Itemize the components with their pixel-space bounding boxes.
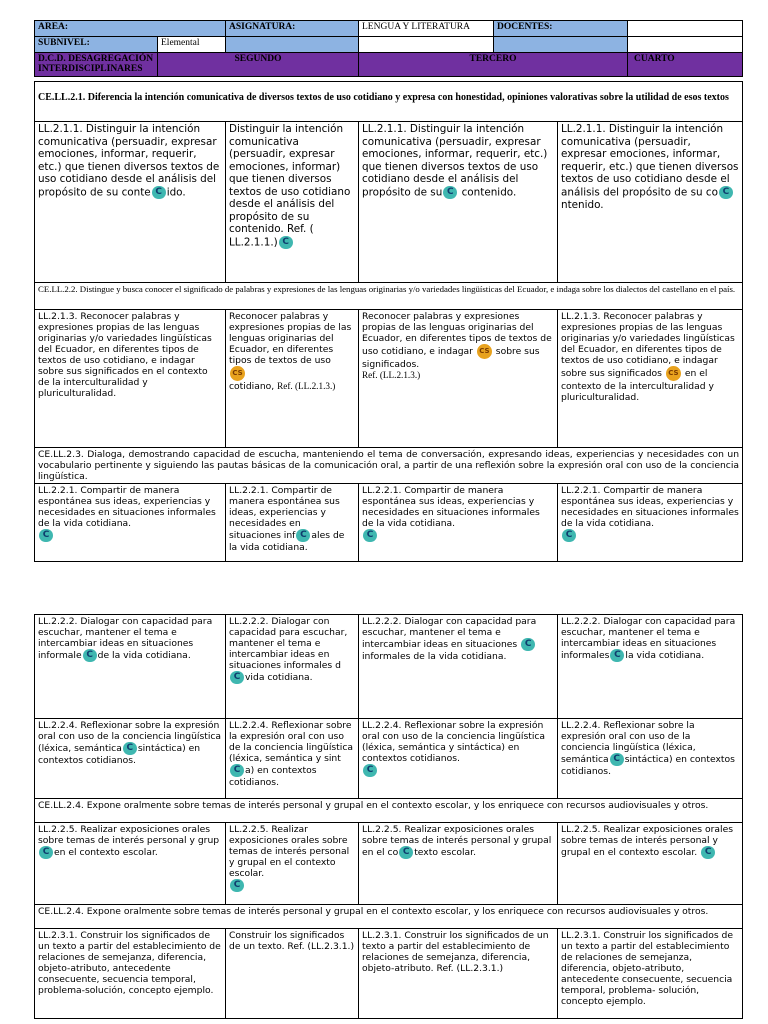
- c-badge-icon: C: [83, 649, 97, 662]
- c-badge-icon: C: [230, 671, 244, 684]
- skill-cell-tercero: LL.2.2.4. Reflexionar sobre la expresión oral con uso de la conciencia lingüística (léxica, semántica y sintáctica) en contextos cotidianos. C: [359, 719, 558, 799]
- skill-cell-tercero: LL.2.3.1. Construir los significados de un texto a partir del establecimiento de relaciones de semejanza, diferencia, objeto-atributo. Ref. (LL.2.3.1.): [359, 929, 558, 1019]
- skill-row: [35, 929, 743, 1019]
- criterion-row-4: [35, 799, 743, 823]
- c-badge-icon: C: [230, 879, 244, 892]
- skill-cell-dcd: LL.2.3.1. Construir los significados de un texto a partir del establecimiento de relaciones de semejanza, diferencia, objeto-atributo, antecedente consecuente, secuencia temporal, problema-solución, concepto ejemplo.: [35, 929, 226, 1019]
- criterion-text: CE.LL.2.2. Distingue y busca conocer el significado de palabras y expresiones de las lenguas originarias y/o variedades lingüísticas del Ecuador, e indaga sobre los dialectos del castellano en el país.: [35, 283, 743, 310]
- c-badge-icon: C: [521, 638, 535, 651]
- col-segundo: SEGUNDO: [158, 53, 359, 77]
- subnivel-label: SUBNIVEL:: [35, 37, 158, 53]
- c-badge-icon: C: [701, 846, 715, 859]
- header-blank-4: [628, 37, 743, 53]
- area-label: AREA:: [35, 21, 226, 37]
- skill-cell-segundo: Reconocer palabras y expresiones propias de las lenguas originarias del Ecuador, en diferentes tipos de textos de uso CS cotidiano, Ref. (LL.2.1.3.): [226, 310, 359, 448]
- skill-cell-dcd: LL.2.1.1. Distinguir la intención comunicativa (persuadir, expresar emociones, informar, requerir, etc.) que tienen diversos textos de uso cotidiano desde el análisis del propósito de su conte C ido.: [35, 122, 226, 283]
- c-badge-icon: C: [610, 649, 624, 662]
- planning-table-page-1: [34, 20, 743, 77]
- docentes-label: DOCENTES:: [494, 21, 628, 37]
- skill-cell-dcd: LL.2.2.5. Realizar exposiciones orales sobre temas de interés personal y grupC en el contexto escolar.: [35, 823, 226, 905]
- skill-cell-dcd: LL.2.2.2. Dialogar con capacidad para escuchar, mantener el tema e intercambiar ideas en situaciones informale C de la vida cotidiana.: [35, 615, 226, 719]
- header-row-2: [35, 37, 743, 53]
- skill-cell-cuarto: LL.2.2.5. Realizar exposiciones orales sobre temas de interés personal y grupal en el contexto escolar. C: [558, 823, 743, 905]
- col-dcd: D.C.D. DESAGREGACIÓN INTERDISCIPLINARES: [35, 53, 158, 77]
- col-cuarto: CUARTO: [628, 53, 743, 77]
- cs-badge-icon: CS: [477, 344, 492, 359]
- criterion-row-5: [35, 905, 743, 929]
- criterion-row-3: [35, 448, 743, 484]
- c-badge-icon: C: [363, 764, 377, 777]
- docentes-value: [628, 21, 743, 37]
- skill-row: [35, 823, 743, 905]
- skill-cell-tercero: LL.2.2.2. Dialogar con capacidad para escuchar, mantener el tema e intercambiar ideas en situaciones C informales de la vida cotidiana.: [359, 615, 558, 719]
- skill-cell-dcd: LL.2.2.1. Compartir de manera espontánea sus ideas, experiencias y necesidades en situaciones informales de la vida cotidiana. C: [35, 484, 226, 562]
- skill-cell-segundo: Distinguir la intención comunicativa (persuadir, expresar emociones, informar) que tienen diversos textos de uso cotidiano desde el análisis del propósito de su contenido. Ref. ( LL.2.1.1.) C: [226, 122, 359, 283]
- skill-cell-cuarto: LL.2.2.2. Dialogar con capacidad para escuchar, mantener el tema e intercambiar ideas en situaciones informales C la vida cotidiana.: [558, 615, 743, 719]
- asignatura-label: ASIGNATURA:: [226, 21, 359, 37]
- criterion-row-1: [35, 82, 743, 122]
- skill-cell-tercero: Reconocer palabras y expresiones propias de las lenguas originarias del Ecuador, en diferentes tipos de textos de uso cotidiano, e indagar CS sobre sus significados. Ref. (LL.2.1.3.): [359, 310, 558, 448]
- skill-cell-segundo: LL.2.2.1. Compartir de manera espontánea sus ideas, experiencias y necesidades en situaciones inf C ales de la vida cotidiana.: [226, 484, 359, 562]
- criterion-row-2: [35, 283, 743, 310]
- c-badge-icon: C: [39, 846, 53, 859]
- skill-cell-tercero: LL.2.1.1. Distinguir la intención comunicativa (persuadir, expresar emociones, informar, requerir, etc.) que tienen diversos textos de uso cotidiano desde el análisis del propósito de su C contenido.: [359, 122, 558, 283]
- content-table-page-1: [34, 81, 743, 562]
- col-tercero: TERCERO: [359, 53, 628, 77]
- criterion-text: CE.LL.2.4. Expone oralmente sobre temas de interés personal y grupal en el contexto escolar, y los enriquece con recursos audiovisuales y otros.: [35, 799, 743, 823]
- skill-cell-cuarto: LL.2.1.1. Distinguir la intención comunicativa (persuadir, expresar emociones, informar, requerir, etc.) que tienen diversos textos de uso cotidiano desde el análisis del propósito de su co Cntenido.: [558, 122, 743, 283]
- header-blank-1: [226, 37, 359, 53]
- skill-cell-dcd: LL.2.1.3. Reconocer palabras y expresiones propias de las lenguas originarias y/o variedades lingüísticas del Ecuador, en diferentes tipos de textos de uso cotidiano, e indagar sobre sus significados en el contexto de la interculturalidad y pluriculturalidad.: [35, 310, 226, 448]
- c-badge-icon: C: [39, 529, 53, 542]
- skill-cell-tercero: LL.2.2.1. Compartir de manera espontánea sus ideas, experiencias y necesidades en situaciones informales de la vida cotidiana. C: [359, 484, 558, 562]
- c-badge-icon: C: [443, 186, 457, 199]
- c-badge-icon: C: [399, 846, 413, 859]
- skill-cell-cuarto: LL.2.2.4. Reflexionar sobre la expresión oral con uso de la conciencia lingüística (léxica, semántica C sintáctica) en contextos cotidianos.: [558, 719, 743, 799]
- cs-badge-icon: CS: [230, 366, 245, 381]
- skill-cell-segundo: Construir los significados de un texto. Ref. (LL.2.3.1.): [226, 929, 359, 1019]
- c-badge-icon: C: [123, 742, 137, 755]
- c-badge-icon: C: [610, 753, 624, 766]
- c-badge-icon: C: [719, 186, 733, 199]
- cs-badge-icon: CS: [666, 366, 681, 381]
- skill-row: [35, 615, 743, 719]
- column-header-row: [35, 53, 743, 77]
- c-badge-icon: C: [230, 764, 244, 777]
- content-table-page-2: [34, 614, 743, 1019]
- header-blank-3: [494, 37, 628, 53]
- skill-cell-segundo: LL.2.2.5. Realizar exposiciones orales sobre temas de interés personal y grupal en el contexto escolar. C: [226, 823, 359, 905]
- skill-cell-cuarto: LL.2.1.3. Reconocer palabras y expresiones propias de las lenguas originarias y/o variedades lingüísticas del Ecuador, en diferentes tipos de textos de uso cotidiano, e indagar sobre sus significados CS en el contexto de la interculturalidad y pluriculturalidad.: [558, 310, 743, 448]
- subnivel-value: Elemental: [158, 37, 226, 53]
- c-badge-icon: C: [296, 529, 310, 542]
- skill-cell-cuarto: LL.2.3.1. Construir los significados de un texto a partir del establecimiento de relaciones de semejanza, diferencia, objeto-atributo, antecedente consecuente, secuencia temporal, problema- solución, concepto ejemplo.: [558, 929, 743, 1019]
- c-badge-icon: C: [279, 236, 293, 249]
- c-badge-icon: C: [152, 186, 166, 199]
- criterion-text: CE.LL.2.3. Dialoga, demostrando capacidad de escucha, manteniendo el tema de conversación, expresando ideas, experiencias y necesidades con un vocabulario pertinente y siguiendo las pautas básicas de la comunicación oral, a partir de una reflexión sobre la expresión oral con uso de la conciencia lingüística.: [35, 448, 743, 484]
- skill-row: [35, 122, 743, 283]
- criterion-text: CE.LL.2.4. Expone oralmente sobre temas de interés personal y grupal en el contexto escolar, y los enriquece con recursos audiovisuales y otros.: [35, 905, 743, 929]
- header-row-1: [35, 21, 743, 37]
- skill-cell-cuarto: LL.2.2.1. Compartir de manera espontánea sus ideas, experiencias y necesidades en situaciones informales de la vida cotidiana. C: [558, 484, 743, 562]
- criterion-text: CE.LL.2.1. Diferencia la intención comunicativa de diversos textos de uso cotidiano y expresa con honestidad, opiniones valorativas sobre la utilidad de esos textos: [35, 82, 743, 122]
- skill-cell-segundo: LL.2.2.2. Dialogar con capacidad para escuchar, mantener el tema e intercambiar ideas en situaciones informales dC vida cotidiana.: [226, 615, 359, 719]
- asignatura-value: LENGUA Y LITERATURA: [359, 21, 494, 37]
- c-badge-icon: C: [562, 529, 576, 542]
- skill-row: [35, 310, 743, 448]
- skill-cell-tercero: LL.2.2.5. Realizar exposiciones orales sobre temas de interés personal y grupal en el co C texto escolar.: [359, 823, 558, 905]
- skill-cell-dcd: LL.2.2.4. Reflexionar sobre la expresión oral con uso de la conciencia lingüística (léxica, semántica C sintáctica) en contextos cotidianos.: [35, 719, 226, 799]
- skill-cell-segundo: LL.2.2.4. Reflexionar sobre la expresión oral con uso de la conciencia lingüística (léxica, semántica y sintC a) en contextos cotidianos.: [226, 719, 359, 799]
- header-blank-2: [359, 37, 494, 53]
- skill-row: [35, 719, 743, 799]
- c-badge-icon: C: [363, 529, 377, 542]
- skill-row: [35, 484, 743, 562]
